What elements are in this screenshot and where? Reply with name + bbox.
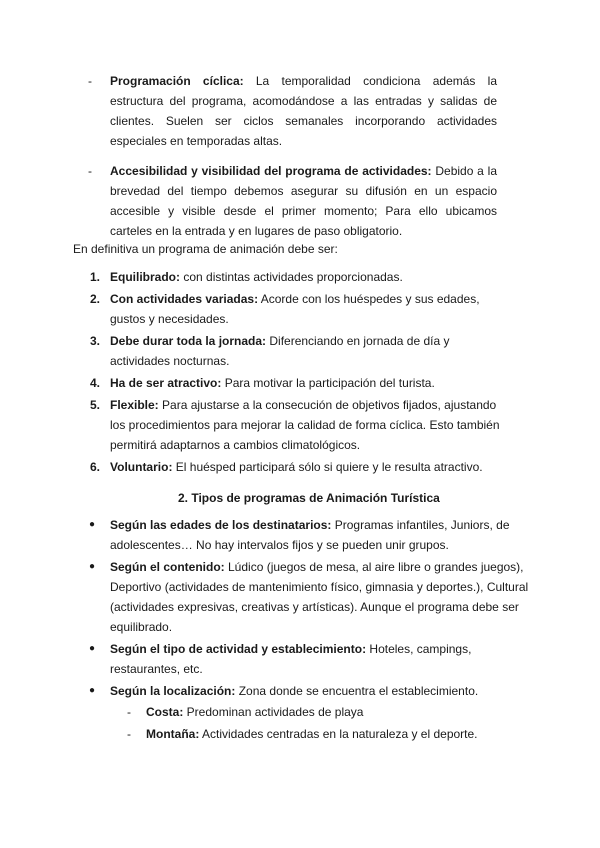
item-text: Actividades centradas en la naturaleza y el deporte. xyxy=(199,727,478,741)
item-number: 2. xyxy=(90,292,101,306)
dash-marker: - xyxy=(88,164,92,178)
list-item xyxy=(0,557,530,637)
item-text: Programas infantiles, Juniors, de adolescentes… No hay intervalos fijos y se pueden unir grupos. xyxy=(110,518,510,552)
item-title: Según las edades de los destinatarios: xyxy=(110,518,332,532)
item-text: La temporalidad condiciona además la estructura del programa, acomodándose a las entradas y salidas de clientes. Suelen ser ciclos semanales incorporando actividades especiales en temporadas altas. xyxy=(110,74,497,148)
item-text: con distintas actividades proporcionadas. xyxy=(180,270,403,284)
intro-paragraph: En definitiva un programa de animación debe ser: xyxy=(73,242,338,256)
item-text: Hoteles, campings, restaurantes, etc. xyxy=(110,642,472,676)
list-item xyxy=(0,373,510,393)
item-number: 1. xyxy=(90,270,101,284)
item-text: Lúdico (juegos de mesa, al aire libre o grandes juegos), Deportivo (actividades de mantenimiento físico, gimnasia y deportes.), Cultural (actividades expresivas, creativas y artísticas). Aunque el programa debe ser equilibrado. xyxy=(110,560,529,634)
item-title: Ha de ser atractivo: xyxy=(110,376,222,390)
item-text: Acorde con los huéspedes y sus edades, gustos y necesidades. xyxy=(110,292,480,326)
item-text: El huésped participará sólo si quiere y le resulta atractivo. xyxy=(172,460,483,474)
item-title: Según la localización: xyxy=(110,684,236,698)
item-number: 5. xyxy=(90,398,101,412)
dash-list xyxy=(0,71,600,251)
item-title: Debe durar toda la jornada: xyxy=(110,334,267,348)
item-title: Montaña: xyxy=(146,727,200,741)
list-item xyxy=(0,457,510,477)
item-title: Programación cíclica: xyxy=(110,74,244,88)
item-text: Para motivar la participación del turista. xyxy=(221,376,435,390)
section-heading: 2. Tipos de programas de Animación Turística xyxy=(178,491,440,505)
numbered-list xyxy=(0,267,600,479)
item-text: Debido a la brevedad del tiempo debemos asegurar su difusión en un espacio accesible y visible desde el primer momento; Para ello ubicamos carteles en la entrada y en lugares de paso obligatorio. xyxy=(110,164,497,238)
bullet-list xyxy=(0,515,600,703)
item-title: Accesibilidad y visibilidad del programa de actividades: xyxy=(110,164,432,178)
list-item xyxy=(0,681,530,701)
item-text: Zona donde se encuentra el establecimiento. xyxy=(235,684,479,698)
bullet-marker: ● xyxy=(89,643,96,654)
list-item xyxy=(0,724,526,744)
bullet-marker: ● xyxy=(89,561,96,572)
item-title: Costa: xyxy=(146,705,184,719)
item-text: Para ajustarse a la consecución de objetivos fijados, ajustando los procedimientos para mejorar la calidad de forma cíclica. Esto también permitirá adaptarnos a cambios climatológicos. xyxy=(110,398,500,452)
dash-marker: - xyxy=(127,727,131,741)
list-item xyxy=(0,289,510,329)
list-item xyxy=(0,331,510,371)
item-title: Equilibrado: xyxy=(110,270,180,284)
list-item xyxy=(0,395,510,455)
list-item xyxy=(0,71,497,151)
bullet-marker: ● xyxy=(89,519,96,530)
list-item xyxy=(0,267,510,287)
dash-marker: - xyxy=(127,705,131,719)
item-number: 3. xyxy=(90,334,101,348)
item-title: Según el contenido: xyxy=(110,560,225,574)
list-item xyxy=(0,702,526,722)
list-item xyxy=(0,515,530,555)
sub-list xyxy=(0,702,600,746)
list-item xyxy=(0,161,497,241)
dash-marker: - xyxy=(88,74,92,88)
item-title: Voluntario: xyxy=(110,460,173,474)
item-title: Flexible: xyxy=(110,398,159,412)
item-text: Diferenciando en jornada de día y actividades nocturnas. xyxy=(110,334,450,368)
bullet-marker: ● xyxy=(89,685,96,696)
item-number: 4. xyxy=(90,376,101,390)
item-text: Predominan actividades de playa xyxy=(183,705,364,719)
list-item xyxy=(0,639,530,679)
item-title: Con actividades variadas: xyxy=(110,292,259,306)
item-title: Según el tipo de actividad y establecimiento: xyxy=(110,642,367,656)
item-number: 6. xyxy=(90,460,101,474)
